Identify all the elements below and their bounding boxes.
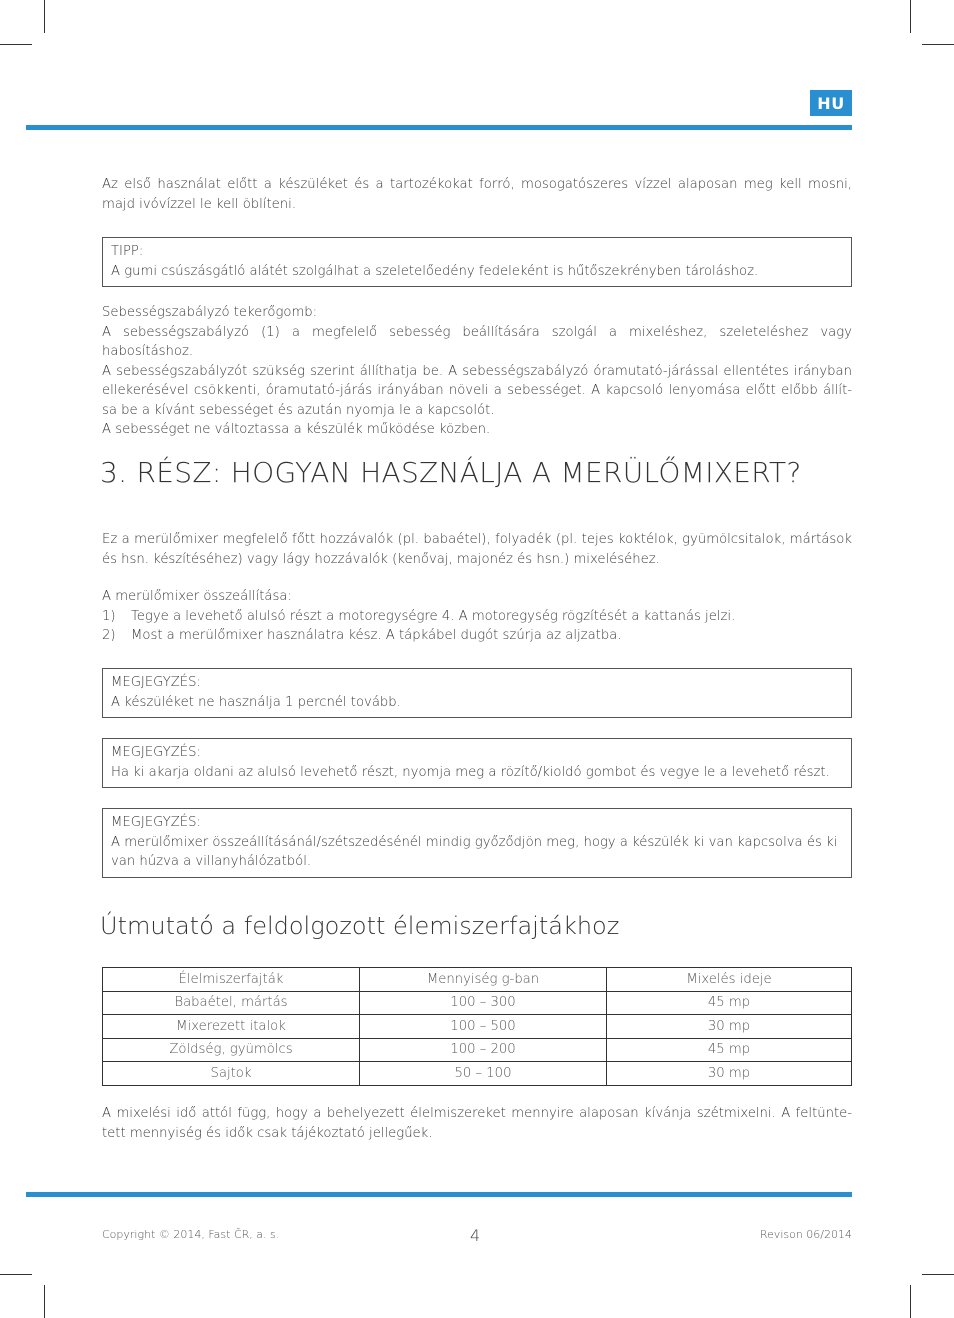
assembly-section: [102, 587, 852, 646]
table-cell: Zöldség, gyümölcs: [103, 1038, 360, 1062]
section-heading: 3. RÉSZ: HOGYAN HASZNÁLJA A MERÜLŐMIXERT?: [100, 456, 802, 489]
table-cell: 50 – 100: [360, 1062, 607, 1086]
crop-mark: [910, 0, 911, 33]
crop-mark: [922, 1274, 954, 1275]
note-label: MEGJEGYZÉS:: [111, 745, 201, 760]
assembly-steps: [102, 607, 852, 646]
speed-line: A sebességet ne változtassa a készülék működése közben.: [102, 422, 491, 437]
column-header: Élelmiszerfajták: [103, 968, 360, 992]
table-cell: 100 – 500: [360, 1015, 607, 1039]
guide-note: A mixelési idő attól függ, hogy a behelyezett élelmiszereket mennyire alaposan kívánja szétmixelni. A feltünte-tett mennyiség és idők csak tájékoztató jellegűek.: [102, 1106, 852, 1141]
table-cell: 30 mp: [607, 1015, 852, 1039]
note-label: MEGJEGYZÉS:: [111, 815, 201, 830]
speed-line: A sebességszabályzót szükség szerint állíthatja be. A sebességszabályzó óramutató-járással ellentétes irányban ellekerésével csökkenti, óramutató-járás irányában növeli a sebességet. A kapcsoló lenyomása előtt előbb állít-sa be a kívánt sebességet és azután nyomja le a kapcsolót.: [102, 363, 852, 418]
guide-heading: Útmutató a feldolgozott élemiszerfajtákhoz: [100, 912, 620, 940]
column-header: Mennyiség g-ban: [360, 968, 607, 992]
footer-rule: [26, 1192, 852, 1197]
note-text: A készüléket ne használja 1 percnél tovább.: [111, 694, 401, 710]
note-label: MEGJEGYZÉS:: [111, 675, 201, 690]
table-header-row: [103, 968, 852, 992]
speed-line: A sebességszabályzó (1) a megfelelő sebesség beállítására szolgál a mixeléshez, szeleteléshez vagy habosításhoz.: [102, 324, 852, 359]
crop-mark: [0, 44, 32, 45]
table-cell: Sajtok: [103, 1062, 360, 1086]
table-cell: Babaétel, mártás: [103, 991, 360, 1015]
section3-intro: Ez a merülőmixer megfelelő főtt hozzávalók (pl. babaétel), folyadék (pl. tejes koktélok, gyümölcsitalok, mártások és hsn. készítéséhez) vagy lágy hozzávalók (kenővaj, majonéz és hsn.) mixeléséhez.: [102, 532, 852, 567]
table-row: [103, 1062, 852, 1086]
crop-mark: [0, 1274, 32, 1275]
crop-mark: [922, 44, 954, 45]
language-badge: HU: [810, 90, 852, 116]
list-item: 1) Tegye a levehető alulsó részt a motoregységre 4. A motoregység rögzítését a kattanás jelzi.: [102, 608, 736, 624]
column-header: Mixelés ideje: [607, 968, 852, 992]
tip-label: TIPP:: [111, 244, 144, 259]
table-cell: Mixerezett italok: [103, 1015, 360, 1039]
assembly-title: A merülőmixer összeállítása:: [102, 589, 292, 604]
intro-paragraph: Az első használat előtt a készüléket és a tartozékokat forró, mosogatószeres vízzel alaposan meg kell mosni, majd ivóvízzel le kell öblíteni.: [102, 177, 852, 212]
note-box: [102, 738, 852, 788]
table-row: [103, 1015, 852, 1039]
note-box: [102, 808, 852, 878]
crop-mark: [44, 1285, 45, 1318]
note-text: Ha ki akarja oldani az alulsó levehető részt, nyomja meg a rözítő/kioldó gombot és vegye le a levehető részt.: [111, 764, 830, 780]
revision-text: Revison 06/2014: [759, 1228, 852, 1241]
crop-mark: [44, 0, 45, 33]
note-text: A merülőmixer összeállításánál/szétszedésénél mindig győződjön meg, hogy a készülék ki van kapcsolva és ki van húzva a villanyhálózatból.: [111, 834, 838, 869]
tip-box: [102, 237, 852, 287]
table-cell: 45 mp: [607, 991, 852, 1015]
page-number: 4: [470, 1226, 481, 1245]
copyright-text: Copyright © 2014, Fast ČR, a. s.: [102, 1228, 280, 1241]
food-guide-table: [102, 967, 852, 1086]
table-row: [103, 991, 852, 1015]
header-rule: [26, 125, 852, 130]
speed-title: Sebességszabályzó tekerőgomb:: [102, 305, 318, 320]
speed-section: [102, 303, 852, 440]
list-item: 2) Most a merülőmixer használatra kész. A tápkábel dugót szúrja az aljzatba.: [102, 628, 622, 643]
tip-text: A gumi csúszásgátló alátét szolgálhat a szeletelőedény fedeleként is hűtőszekrényben tároláshoz.: [111, 263, 759, 279]
table-row: [103, 1038, 852, 1062]
crop-mark: [910, 1285, 911, 1318]
table-cell: 30 mp: [607, 1062, 852, 1086]
note-box: [102, 668, 852, 718]
table-cell: 100 – 300: [360, 991, 607, 1015]
table-cell: 45 mp: [607, 1038, 852, 1062]
table-cell: 100 – 200: [360, 1038, 607, 1062]
